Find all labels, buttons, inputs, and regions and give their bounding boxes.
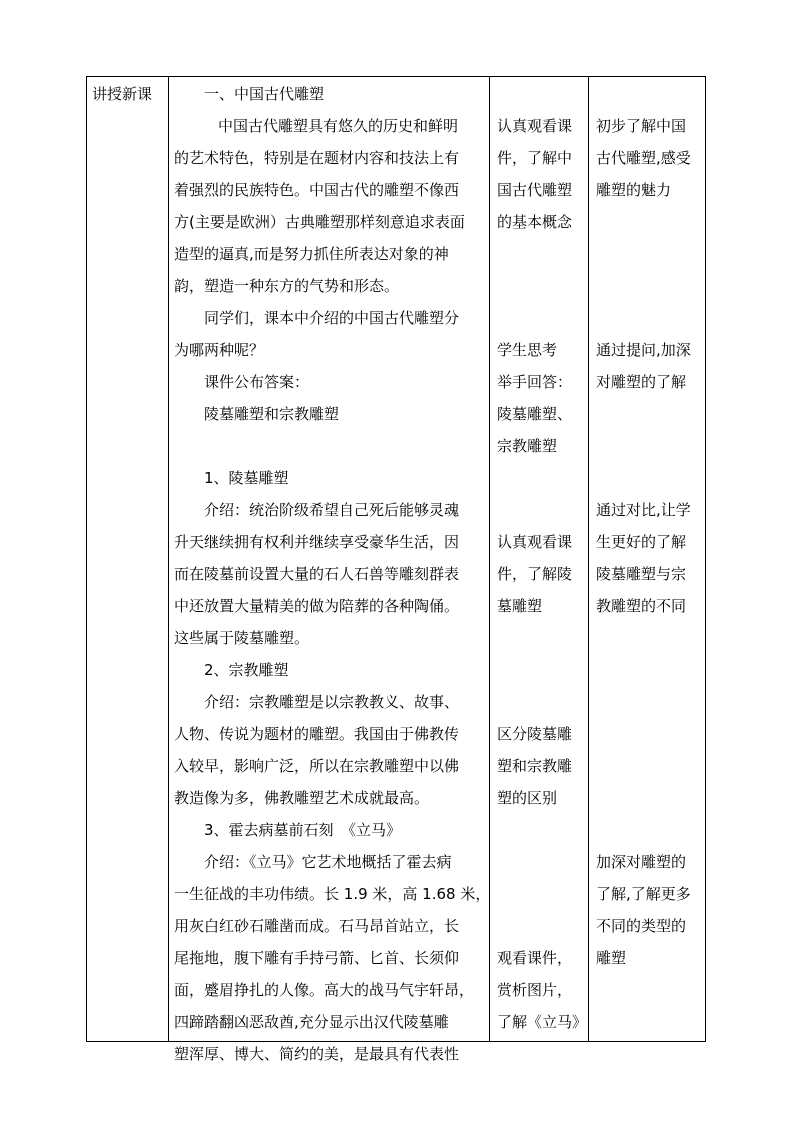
col4-line xyxy=(596,654,702,686)
col2-line: 而在陵墓前设置大量的石人石兽等雕刻群表 xyxy=(174,565,460,583)
col4-line xyxy=(596,206,702,238)
col2-line: 介绍：《立马》它艺术地概括了霍去病 xyxy=(204,853,452,871)
col2-line: 塑浑厚、博大、简约的美，是最具有代表性 xyxy=(174,1045,460,1063)
col3-line xyxy=(497,654,585,686)
col3-line: 陵墓雕塑、 xyxy=(497,405,573,423)
col2-line: 中还放置大量精美的做为陪葬的各种陶俑。 xyxy=(174,597,460,615)
col4-line xyxy=(596,238,702,270)
col3-line: 的基本概念 xyxy=(497,213,573,231)
col3-line: 举手回答： xyxy=(497,373,573,391)
col4-line: 初步了解中国 xyxy=(596,117,687,135)
col4-line xyxy=(596,270,702,302)
col2-line: 升天继续拥有权利并继续享受豪华生活，因 xyxy=(174,533,460,551)
col2-line: 这些属于陵墓雕塑。 xyxy=(174,629,310,647)
col3-line xyxy=(497,494,585,526)
col2-line: 造型的逼真,而是努力抓住所表达对象的神 xyxy=(174,245,449,263)
col4-line: 通过对比,让学 xyxy=(596,501,691,519)
col4-line xyxy=(596,814,702,846)
column-divider xyxy=(588,76,589,1042)
col3-line: 件，了解陵 xyxy=(497,565,573,583)
col3-line: 塑和宗教雕 xyxy=(497,757,573,775)
col2-line: 同学们，课本中介绍的中国古代雕塑分 xyxy=(204,309,460,327)
col3-line: 区分陵墓雕 xyxy=(497,725,573,743)
col2-line: 韵，塑造一种东方的气势和形态。 xyxy=(174,277,400,295)
col2-line: 用灰白红砂石雕凿而成。石马昂首站立，长 xyxy=(174,917,460,935)
col3-line xyxy=(497,622,585,654)
col3-line: 墓雕塑 xyxy=(497,597,543,615)
col2-line: 面，蹙眉挣扎的人像。高大的战马气宇轩昂， xyxy=(174,981,475,999)
col2-line: 2、宗教雕塑 xyxy=(204,661,289,679)
section-label: 讲授新课 xyxy=(92,85,153,103)
col3-line: 国古代雕塑 xyxy=(497,181,573,199)
col2-line: 人物、传说为题材的雕塑。我国由于佛教传 xyxy=(174,725,460,743)
col4-line: 通过提问,加深 xyxy=(596,341,691,359)
col4-line: 教雕塑的不同 xyxy=(596,597,687,615)
col3-line: 了解《立马》 xyxy=(497,1013,588,1031)
col4-line: 加深对雕塑的 xyxy=(596,853,687,871)
col4-line xyxy=(596,302,702,334)
col4-line xyxy=(596,78,702,110)
col3-line: 学生思考 xyxy=(497,341,558,359)
col4-line xyxy=(596,462,702,494)
col4-line: 雕塑 xyxy=(596,949,627,967)
col4-line xyxy=(596,398,702,430)
col4-line: 不同的类型的 xyxy=(596,917,687,935)
col4-line: 生更好的了解 xyxy=(596,533,687,551)
col2-line: 3、霍去病墓前石刻 《立马》 xyxy=(204,821,402,839)
col3-line: 宗教雕塑 xyxy=(497,437,558,455)
col4-line xyxy=(596,622,702,654)
col2-line: 一、中国古代雕塑 xyxy=(204,85,325,103)
col3-line: 认真观看课 xyxy=(497,533,573,551)
col4-line xyxy=(596,718,702,750)
col3-line xyxy=(497,846,585,878)
col2-line: 为哪两种呢？ xyxy=(174,341,265,359)
col2-line: 的艺术特色，特别是在题材内容和技法上有 xyxy=(174,149,460,167)
col4-line: 对雕塑的了解 xyxy=(596,373,687,391)
student-activity-cell xyxy=(497,78,588,1038)
col4-line: 古代雕塑,感受 xyxy=(596,149,691,167)
col3-line xyxy=(497,78,585,110)
col3-line xyxy=(497,878,585,910)
col3-line: 赏析图片， xyxy=(497,981,573,999)
col2-line: 1、陵墓雕塑 xyxy=(204,469,289,487)
col3-line xyxy=(497,270,585,302)
column-divider xyxy=(168,76,169,1042)
col2-line xyxy=(174,430,486,462)
col3-line: 认真观看课 xyxy=(497,117,573,135)
design-intent-cell xyxy=(596,78,702,974)
col3-line xyxy=(497,238,585,270)
col4-line: 陵墓雕塑与宗 xyxy=(596,565,687,583)
col4-line xyxy=(596,782,702,814)
col3-line xyxy=(497,302,585,334)
col2-line: 教造像为多，佛教雕塑艺术成就最高。 xyxy=(174,789,430,807)
col4-line xyxy=(596,430,702,462)
col4-line xyxy=(596,686,702,718)
col2-line: 入较早，影响广泛，所以在宗教雕塑中以佛 xyxy=(174,757,460,775)
section-label-cell xyxy=(92,78,166,110)
col3-line: 塑的区别 xyxy=(497,789,558,807)
col3-line: 观看课件， xyxy=(497,949,573,967)
col4-line: 了解,了解更多 xyxy=(596,885,691,903)
col4-line: 雕塑的魅力 xyxy=(596,181,672,199)
col2-line: 尾拖地，腹下雕有手持弓箭、匕首、长须仰 xyxy=(174,949,460,967)
col2-line: 介绍：统治阶级希望自己死后能够灵魂 xyxy=(204,501,460,519)
col2-line: 方(主要是欧洲）古典雕塑那样刻意追求表面 xyxy=(174,213,465,231)
col2-line: 中国古代雕塑具有悠久的历史和鲜明 xyxy=(218,117,459,135)
col3-line xyxy=(497,686,585,718)
col2-line: 课件公布答案： xyxy=(204,373,310,391)
col3-line xyxy=(497,814,585,846)
col2-line: 着强烈的民族特色。中国古代的雕塑不像西 xyxy=(174,181,460,199)
col3-line: 件，了解中 xyxy=(497,149,573,167)
col3-line xyxy=(497,910,585,942)
col4-line xyxy=(596,750,702,782)
col2-line: 一生征战的丰功伟绩。长 1.9 米，高 1.68 米， xyxy=(174,885,491,903)
teaching-content-cell xyxy=(174,78,491,1070)
col2-line: 四蹄踏翻凶恶敌酋,充分显示出汉代陵墓雕 xyxy=(174,1013,449,1031)
col2-line: 陵墓雕塑和宗教雕塑 xyxy=(204,405,340,423)
col2-line: 介绍：宗教雕塑是以宗教教义、故事、 xyxy=(204,693,460,711)
col3-line xyxy=(497,462,585,494)
